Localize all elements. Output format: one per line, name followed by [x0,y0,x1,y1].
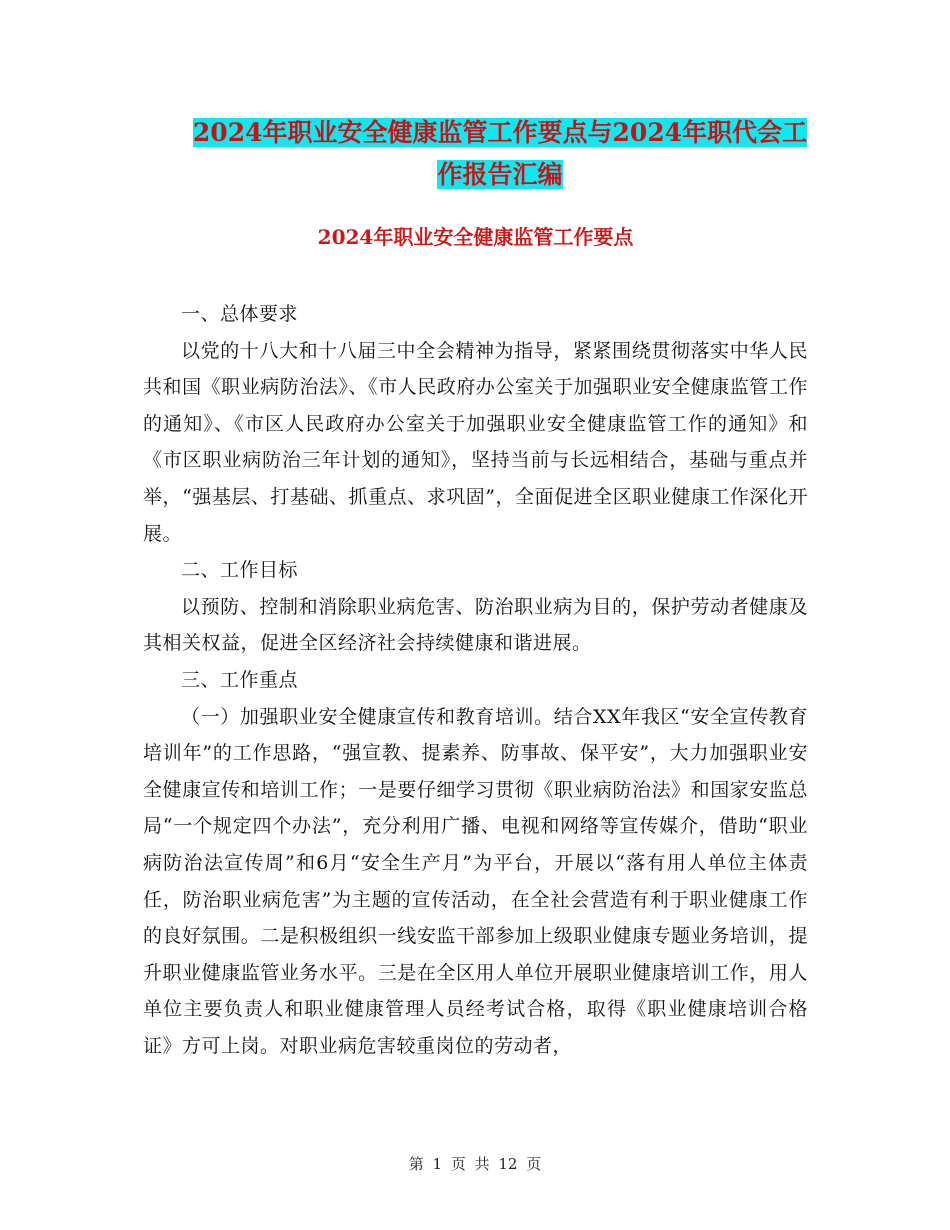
main-title-line2: 作报告汇编 [437,160,563,189]
section-title: 2024年职业安全健康监管工作要点 [317,225,634,249]
main-title-line1: 2024年职业安全健康监管工作要点与2024年职代会工 [192,118,808,147]
paragraph-general-requirements: 以党的十八大和十八届三中全会精神为指导，紧紧围绕贯彻落实中华人民共和国《职业病防治法》、《市人民政府办公室关于加强职业安全健康监管工作的通知》、《市区人民政府办公室关于加强职业安全健康监管工作的通知》和《市区职业病防治三年计划的通知》，坚持当前与长远相结合，基础与重点并举，“强基层、打基础、抓重点、求巩固”，全面促进全区职业健康工作深化开展。 [143,339,808,545]
heading-general-requirements: 一、总体要求 [181,303,299,325]
paragraph-work-goals: 以预防、控制和消除职业病危害、防治职业病为目的，保护劳动者健康及其相关权益，促进全区经济社会持续健康和谐进展。 [143,595,808,655]
heading-work-goals: 二、工作目标 [181,559,299,582]
main-title [150,112,850,196]
heading-work-focus: 三、工作重点 [181,668,299,691]
page-footer: 第 1 页 共 12 页 [408,1155,542,1173]
paragraph-work-focus-1: （一）加强职业安全健康宣传和教育培训。结合XX年我区“安全宣传教育培训年”的工作思路，“强宣教、提素养、防事故、保平安”，大力加强职业安全健康宣传和培训工作；一是要仔细学习贯彻《职业病防治法》和国家安监总局“一个规定四个办法”，充分利用广播、电视和网络等宣传媒介，借助“职业病防治法宣传周”和6月“安全生产月”为平台，开展以“落有用人单位主体责任，防治职业病危害”为主题的宣传活动，在全社会营造有利于职业健康工作的良好氛围。二是积极组织一线安监干部参加上级职业健康专题业务培训，提升职业健康监管业务水平。三是在全区用人单位开展职业健康培训工作，用人单位主要负责人和职业健康管理人员经考试合格，取得《职业健康培训合格证》方可上岗。对职业病危害较重岗位的劳动者， [143,705,808,1057]
body-text [143,296,808,1064]
